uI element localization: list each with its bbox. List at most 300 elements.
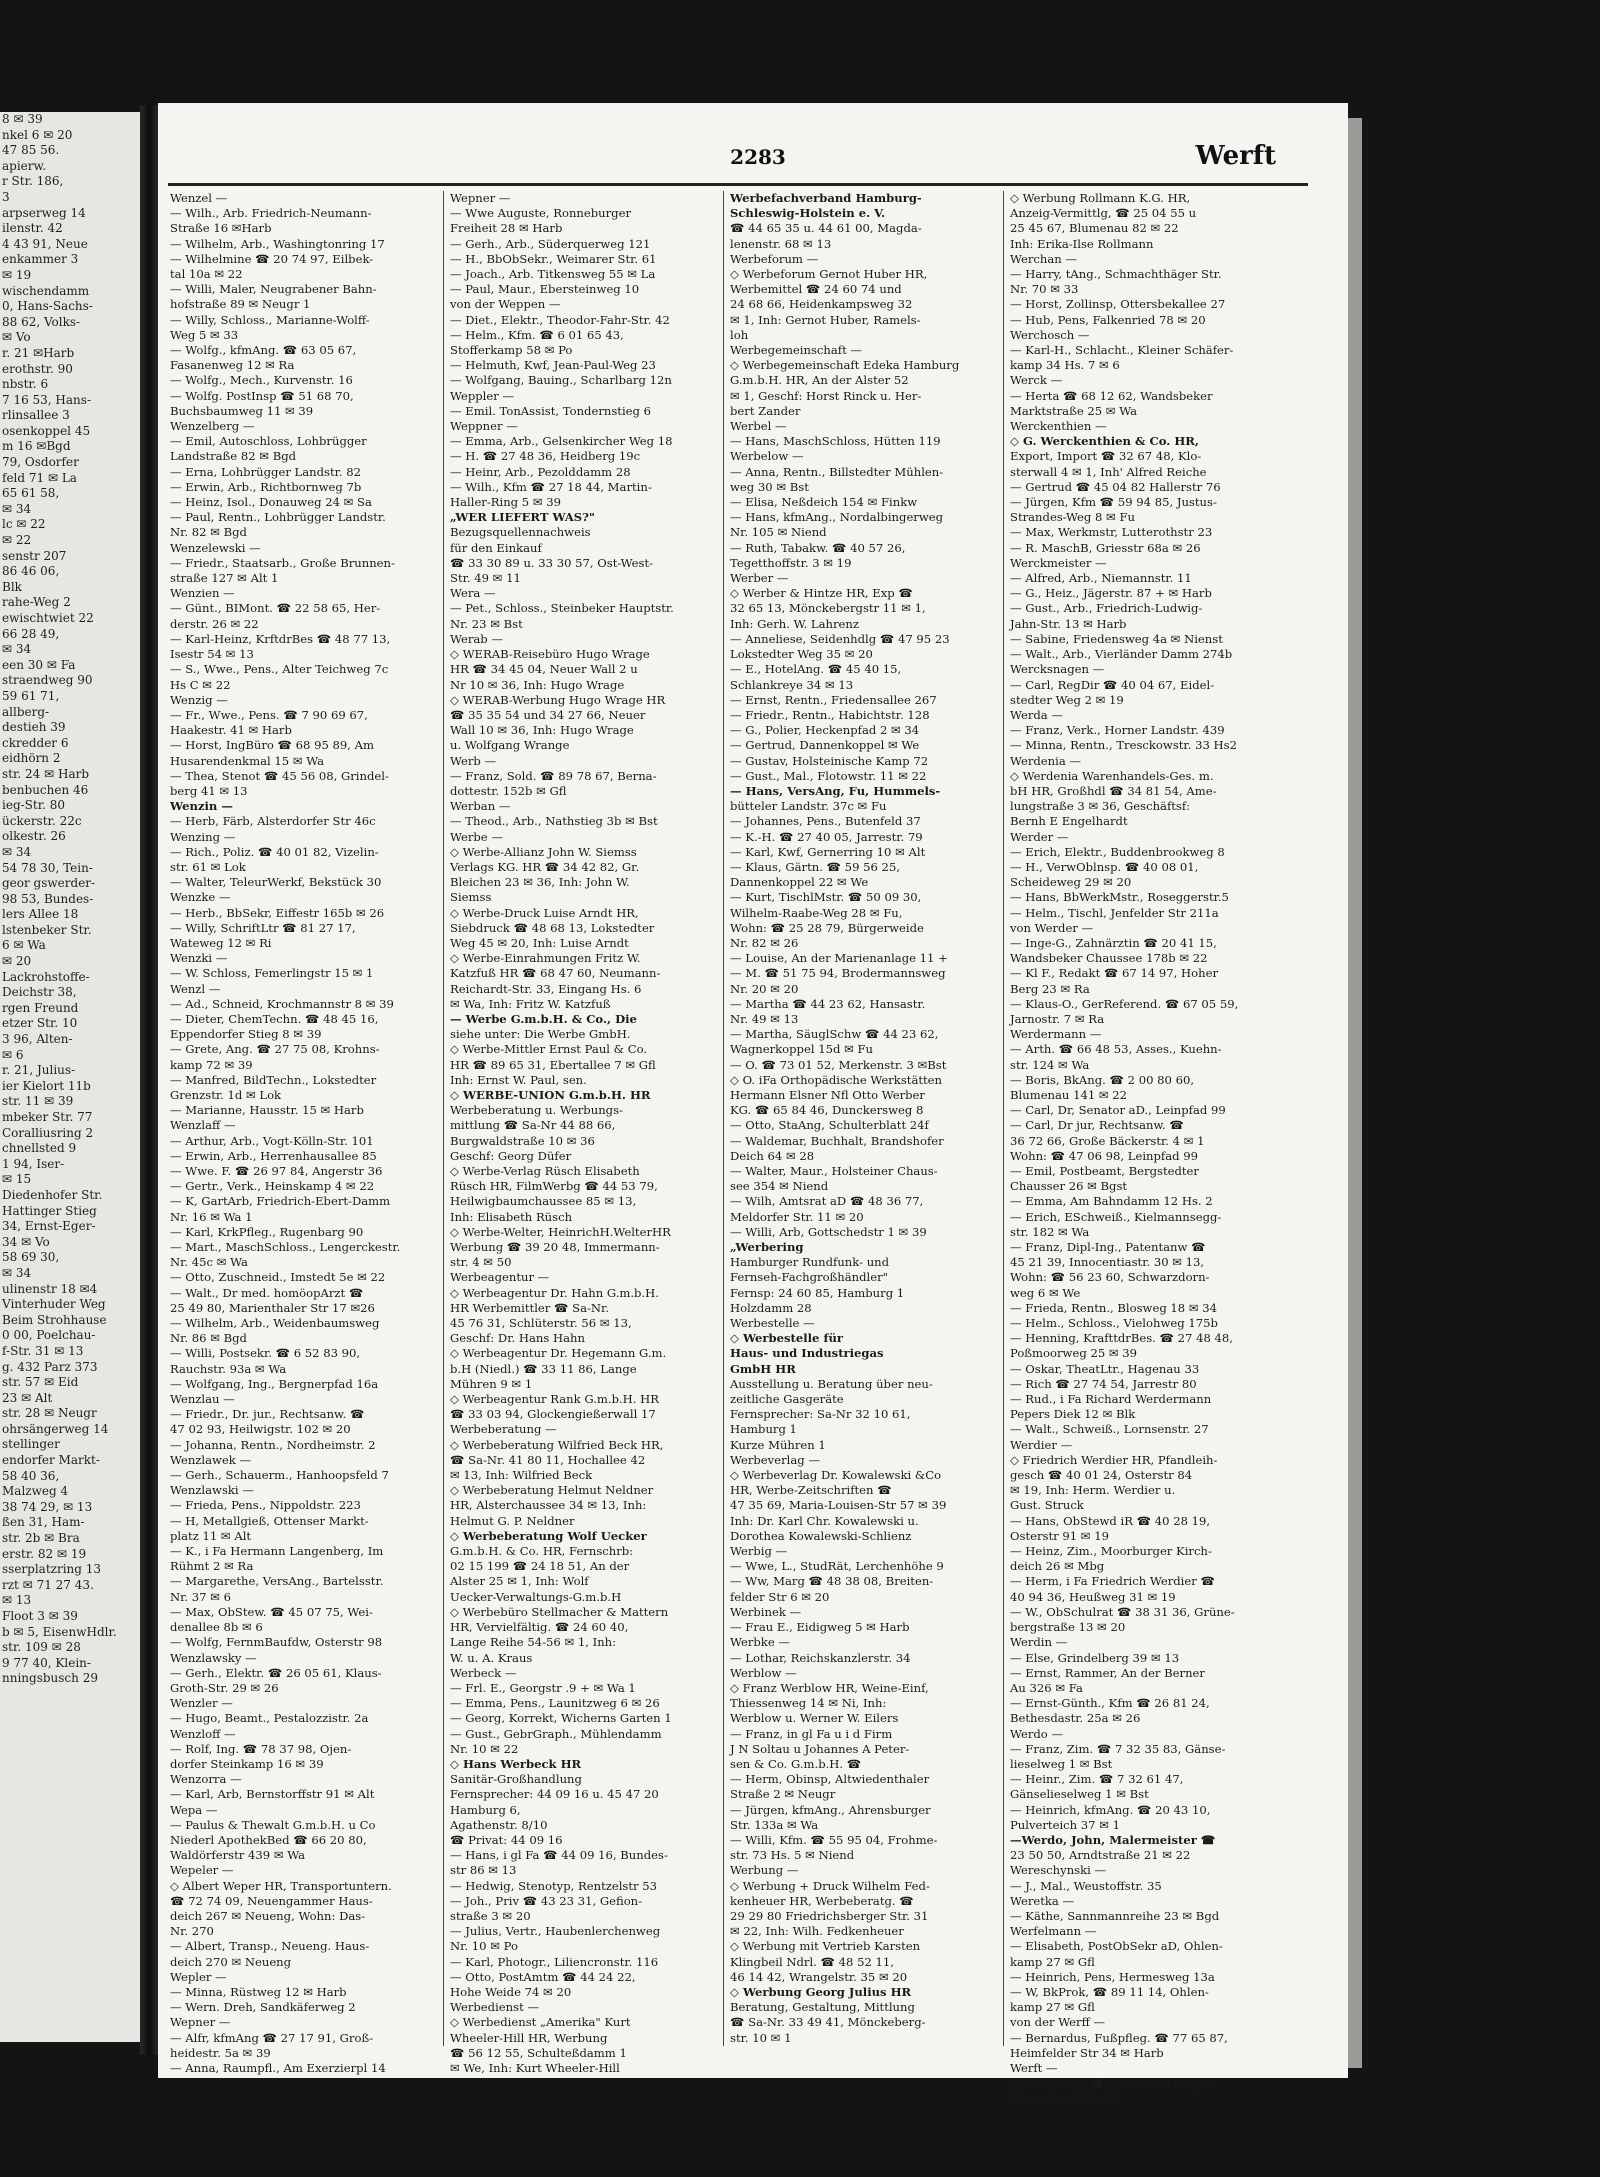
left-page-line: m 16 ✉Bgd	[2, 439, 71, 454]
directory-entry-line: Rauchstr. 93a ✉ Wa	[170, 1361, 287, 1376]
directory-entry-line: ☎ Privat: 44 09 16	[450, 1832, 563, 1847]
directory-entry-line: Hs C ✉ 22	[170, 677, 231, 692]
directory-entry-line: — K, GartArb, Friedrich-Ebert-Damm	[170, 1194, 391, 1209]
directory-entry-line: — Frieda, Pens., Nippoldstr. 223	[170, 1498, 361, 1513]
directory-entry-line: Wateweg 12 ✉ Ri	[170, 935, 272, 950]
left-page-line: 9 77 40, Klein-	[2, 1655, 91, 1670]
directory-entry-line: — Elisa, Neßdeich 154 ✉ Finkw	[730, 495, 918, 510]
directory-entry-line: — Jürgen, Kfm ☎ 59 94 85, Justus-	[1010, 495, 1217, 510]
directory-entry-line: — Hedwig, Stenotyp, Rentzelstr 53	[450, 1878, 657, 1893]
directory-entry-line: 46 14 42, Wrangelstr. 35 ✉ 20	[730, 1969, 908, 1984]
directory-entry-line: — Emma, Arb., Gelsenkircher Weg 18	[450, 434, 673, 449]
directory-entry-line: — Horst, Zollinsp, Ottersbekallee 27	[1010, 297, 1226, 312]
directory-entry-line: — W., ObSchulrat ☎ 38 31 36, Grüne-	[1010, 1604, 1235, 1619]
directory-entry-line: — Karl, KrkPfleg., Rugenbarg 90	[170, 1224, 364, 1239]
directory-entry-line: Wereschynski —	[1010, 1863, 1107, 1878]
left-page-line: Hattinger Stieg	[2, 1203, 97, 1218]
directory-entry-line: kamp 34 Hs. 7 ✉ 6	[1010, 358, 1120, 373]
directory-entry-line: 25 49 80, Marienthaler Str 17 ✉26	[170, 1300, 375, 1315]
directory-entry-line: — Gertr., Verk., Heinskamp 4 ✉ 22	[170, 1179, 375, 1194]
directory-entry-line: — Harry, tAng., Schmachthäger Str.	[1010, 267, 1222, 282]
directory-entry-line: — Frieda, Rentn., Blosweg 18 ✉ 34	[1010, 1300, 1218, 1315]
directory-entry-line: Dannenkoppel 22 ✉ We	[730, 875, 869, 890]
left-page-line: ✉ 15	[2, 1172, 32, 1187]
directory-entry-line: — Max, Werkmstr, Lutterothstr 23	[1010, 525, 1213, 540]
directory-entry-line: Wenzelberg —	[170, 419, 255, 434]
directory-entry-line: Schlankreye 34 ✉ 13	[730, 677, 854, 692]
directory-entry-line: Lokstedter Weg 35 ✉ 20	[730, 647, 873, 662]
directory-entry-line: — Helm., Tischl, Jenfelder Str 211a	[1010, 905, 1219, 920]
left-page-line: nningsbusch 29	[2, 1671, 98, 1686]
directory-entry-line: str. 4 ✉ 50	[450, 1255, 512, 1270]
directory-entry-line: Werbeverlag —	[730, 1452, 820, 1467]
directory-entry-line: — Kurt, TischlMstr. ☎ 50 09 30,	[730, 890, 922, 905]
directory-entry-line: Werckmeister —	[1010, 555, 1107, 570]
directory-entry-line: ◇ WERAB-Reisebüro Hugo Wrage	[450, 647, 650, 662]
directory-entry-line: — Anneliese, Seidenhdlg ☎ 47 95 23	[730, 631, 950, 646]
directory-entry-line: Haus- und Industriegas	[730, 1346, 884, 1361]
directory-entry-line: lieselweg 1 ✉ Bst	[1010, 1756, 1113, 1771]
directory-entry-line: — Walt., Schweiß., Lornsenstr. 27	[1010, 1422, 1209, 1437]
directory-entry-line: — Otto, PostAmtm ☎ 44 24 22,	[450, 1969, 636, 1984]
directory-entry-line: — Waldemar, Buchhalt, Brandshofer	[730, 1133, 944, 1148]
directory-entry-line: — Herm, i Fa Friedrich Werdier ☎	[1010, 1574, 1215, 1589]
left-page-line: ✉ 34	[2, 1265, 32, 1280]
directory-entry-line: Weppler —	[450, 388, 515, 403]
directory-entry-line: — Diet., Elektr., Theodor-Fahr-Str. 42	[450, 312, 670, 327]
directory-entry-line: — Hugo, Beamt., Pestalozzistr. 2a	[170, 1711, 369, 1726]
directory-entry-line: — Hub, Pens, Falkenried 78 ✉ 20	[1010, 312, 1206, 327]
directory-entry-line: — Arth. ☎ 66 48 53, Asses., Kuehn-	[1010, 1042, 1222, 1057]
directory-entry-line: HR Werbemittler ☎ Sa-Nr.	[450, 1300, 609, 1315]
directory-entry-line: — M. ☎ 51 75 94, Brodermannsweg	[730, 966, 946, 981]
left-page-line: olkestr. 26	[2, 829, 66, 844]
directory-entry-line: Deich 64 ✉ 28	[730, 1148, 815, 1163]
directory-entry-line: Werbung —	[730, 1863, 799, 1878]
directory-entry-line: ◇ Werbeverlag Dr. Kowalewski &Co	[730, 1468, 942, 1483]
directory-entry-line: Werck —	[1010, 373, 1063, 388]
directory-entry-line: — Frau E., Eidigweg 5 ✉ Harb	[730, 1620, 910, 1635]
directory-entry-line: Str. 49 ✉ 11	[450, 571, 521, 586]
directory-entry-line: J N Soltau u Johannes A Peter-	[730, 1741, 910, 1756]
directory-entry-line: — Carl, Dr jur, Rechtsanw. ☎	[1010, 1118, 1184, 1133]
directory-entry-line: Wenzler —	[170, 1696, 233, 1711]
directory-entry-line: 36 72 66, Große Bäckerstr. 4 ✉ 1	[1010, 1133, 1205, 1148]
directory-entry-line: — Helm., Kfm. ☎ 6 01 65 43,	[450, 327, 624, 342]
directory-entry-line: — Gerh., Schauerm., Hanhoopsfeld 7	[170, 1468, 389, 1483]
directory-entry-line: heidestr. 5a ✉ 39	[170, 2045, 271, 2060]
left-page-line: 8 ✉ 39	[2, 112, 43, 126]
directory-entry-line: ◇ Werbestelle für	[730, 1331, 843, 1346]
page-number: 2283	[730, 145, 786, 169]
directory-entry-line: Werab —	[450, 631, 503, 646]
directory-entry-line: Weppner —	[450, 419, 518, 434]
left-page-line: b ✉ 5, EisenwHdlr.	[2, 1624, 117, 1639]
left-page-line: r Str. 186,	[2, 174, 64, 189]
directory-entry-line: — Gertrud ☎ 45 04 82 Hallerstr 76	[1010, 479, 1221, 494]
directory-entry-line: Husarendenkmal 15 ✉ Wa	[170, 753, 325, 768]
directory-entry-line: Straße 16 ✉Harb	[170, 221, 272, 236]
directory-entry-line: — Emma, Pens., Launitzweg 6 ✉ 26	[450, 1696, 660, 1711]
directory-entry-line: ◇ Werbe-Einrahmungen Fritz W.	[450, 951, 641, 966]
directory-entry-line: — Wolfg. PostInsp ☎ 51 68 70,	[170, 388, 354, 403]
directory-entry-line: — Thea, Stenot ☎ 45 56 08, Grindel-	[170, 768, 389, 783]
directory-entry-line: HR ☎ 89 65 31, Ebertallee 7 ✉ Gfl	[450, 1057, 656, 1072]
left-page-line: 34, Ernst-Eger-	[2, 1219, 96, 1234]
directory-entry-line: — Sabine, Friedensweg 4a ✉ Nienst	[1010, 631, 1223, 646]
directory-entry-line: denallee 8b ✉ 6	[170, 1620, 263, 1635]
directory-entry-line: — Horst, IngBüro ☎ 68 95 89, Am	[170, 738, 375, 753]
directory-entry-line: straße 3 ✉ 20	[450, 1908, 531, 1923]
directory-entry-line: Strandes-Weg 8 ✉ Fu	[1010, 510, 1135, 525]
left-page-line: ✉ 6	[2, 1047, 24, 1062]
directory-entry-line: ◇ Werbeagentur Dr. Hegemann G.m.	[450, 1346, 667, 1361]
directory-entry-line: Geschf: Dr. Hans Hahn	[450, 1331, 585, 1346]
directory-entry-line: HR, Vervielfältig. ☎ 24 60 40,	[450, 1620, 629, 1635]
directory-entry-line: felder Str 6 ✉ 20	[730, 1589, 830, 1604]
left-page-line: wischendamm	[2, 283, 90, 298]
directory-entry-line: — Martha, SäuglSchw ☎ 44 23 62,	[730, 1027, 939, 1042]
directory-entry-line: — Erwin, Arb., Herrenhausallee 85	[170, 1148, 377, 1163]
directory-entry-line: Werbke —	[730, 1635, 790, 1650]
directory-entry-line: Wohn: ☎ 56 23 60, Schwarzdorn-	[1010, 1270, 1210, 1285]
directory-entry-line: Werdo —	[1010, 1726, 1064, 1741]
directory-entry-line: dorfer Steinkamp 16 ✉ 39	[170, 1756, 324, 1771]
left-page-line: straendweg 90	[2, 673, 93, 688]
directory-entry-line: — O. ☎ 73 01 52, Merkenstr. 3 ✉Bst	[730, 1057, 947, 1072]
directory-entry-line: — Hans, ObStewd iR ☎ 40 28 19,	[1010, 1513, 1211, 1528]
left-page-line: str. 24 ✉ Harb	[2, 766, 90, 781]
directory-entry-line: 02 15 199 ☎ 24 18 51, An der	[450, 1559, 630, 1574]
directory-entry-line: Siebdruck ☎ 48 68 13, Lokstedter	[450, 920, 655, 935]
left-page-line: benbuchen 46	[2, 782, 89, 797]
directory-entry-line: 24 68 66, Heidenkampsweg 32	[730, 297, 913, 312]
directory-entry-line: — Johanna, Rentn., Nordheimstr. 2	[170, 1437, 376, 1452]
directory-entry-line: Eppendorfer Stieg 8 ✉ 39	[170, 1027, 322, 1042]
directory-entry-line: — Bernardus, Fußpfleg. ☎ 77 65 87,	[1010, 2030, 1228, 2045]
directory-entry-line: ☎ 33 30 89 u. 33 30 57, Ost-West-	[450, 555, 654, 570]
directory-entry-line: deich 270 ✉ Neueng	[170, 1954, 292, 1969]
directory-entry-line: ◇ Werbe-Allianz John W. Siemss	[450, 844, 637, 859]
directory-entry-line: Wenzlawsky —	[170, 1650, 257, 1665]
directory-entry-line: — Marianne, Hausstr. 15 ✉ Harb	[170, 1103, 364, 1118]
directory-entry-line: ◇ Werbeforum Gernot Huber HR,	[730, 267, 928, 282]
directory-entry-line: — Emil, Postbeamt, Bergstedter	[1010, 1164, 1199, 1178]
directory-entry-line: Wheeler-Hill HR, Werbung	[450, 2030, 608, 2045]
directory-entry-line: Werbefachverband Hamburg-	[730, 191, 922, 205]
directory-entry-line: Werblow —	[730, 1665, 797, 1680]
directory-entry-line: Export, Import ☎ 32 67 48, Klo-	[1010, 449, 1202, 464]
directory-entry-line: Siemss	[450, 890, 492, 905]
directory-entry-line: Werbestelle —	[730, 1316, 815, 1331]
directory-entry-line: — R. MaschB, Griesstr 68a ✉ 26	[1010, 540, 1201, 555]
directory-entry-line: b.H (Niedl.) ☎ 33 11 86, Lange	[450, 1361, 637, 1376]
left-page-line: 0 00, Poelchau-	[2, 1328, 96, 1343]
left-page-line: lers Allee 18	[2, 907, 79, 922]
directory-entry-line: — Julius, Vertr., Haubenlerchenweg	[450, 1924, 661, 1939]
directory-entry-line: für den Einkauf	[450, 540, 542, 555]
directory-entry-line: — Wolfg., kfmAng. ☎ 63 05 67,	[170, 343, 357, 358]
directory-entry-line: Katzfuß HR ☎ 68 47 60, Neumann-	[450, 966, 661, 981]
directory-entry-line: — Erich, Elektr., Buddenbrookweg 8	[1010, 844, 1225, 859]
directory-entry-line: Nr. 20 ✉ 20	[730, 981, 799, 996]
directory-entry-line: Jarnostr. 7 ✉ Ra	[1010, 1011, 1105, 1026]
left-page-line: r. 21 ✉Harb	[2, 345, 75, 360]
directory-entry-line: ◇ Albert Weper HR, Transportuntern.	[170, 1878, 392, 1893]
book-gutter	[140, 105, 158, 2055]
directory-entry-line: — Hans, kfmAng., Nordalbingerweg	[730, 510, 944, 525]
directory-entry-line: Geschf: Georg Düfer	[450, 1148, 572, 1163]
directory-entry-line: — Wolfgang, Ing., Bergnerpfad 16a	[170, 1376, 379, 1391]
directory-entry-line: bert Zander	[730, 403, 801, 418]
directory-entry-line: — Minna, Rentn., Tresckowstr. 33 Hs2	[1010, 738, 1237, 753]
directory-entry-line: Werfelmann —	[1010, 1924, 1097, 1939]
directory-entry-line: Wenzke —	[170, 890, 231, 905]
directory-entry-line: Inh: Dr. Karl Chr. Kowalewski u.	[730, 1513, 919, 1528]
left-page-line: 0, Hans-Sachs-	[2, 299, 93, 314]
directory-entry-line: — Otto, Zuschneid., Imstedt 5e ✉ 22	[170, 1270, 386, 1285]
directory-entry-line: — Heinz, Isol., Donauweg 24 ✉ Sa	[170, 495, 372, 510]
directory-entry-line: Stofferkamp 58 ✉ Po	[450, 343, 573, 358]
left-page-line: etzer Str. 10	[2, 1016, 78, 1031]
left-page-line: stellinger	[2, 1437, 60, 1452]
directory-entry-line: ◇ Werbung + Druck Wilhelm Fed-	[730, 1878, 930, 1893]
directory-entry-line: — Fr., Wwe., Pens. ☎ 7 90 69 67,	[170, 707, 368, 722]
left-page-line: ✉ 22	[2, 533, 32, 548]
directory-entry-line: Nr. 270	[170, 1924, 214, 1939]
left-page-line: str. 57 ✉ Eid	[2, 1375, 79, 1390]
directory-entry-line: Wepler —	[170, 1969, 227, 1984]
left-page-line: ewischtwiet 22	[2, 611, 94, 625]
directory-page	[158, 103, 1348, 2106]
directory-entry-line: ◇ Werbegemeinschaft Edeka Hamburg	[730, 358, 960, 373]
directory-entry-line: — Erna, Lohbrügger Landstr. 82	[170, 464, 362, 479]
directory-entry-line: — Willi, Maler, Neugrabener Bahn-	[170, 282, 377, 297]
directory-entry-line: — Karl, Photogr., Liliencronstr. 116	[450, 1954, 659, 1969]
left-page-line: ✉ 34	[2, 844, 32, 859]
left-page-line: mbeker Str. 77	[2, 1110, 93, 1124]
directory-entry-line: — Erich, ESchweiß., Kielmannsegg-	[1010, 1209, 1222, 1224]
left-page-line: ßen 31, Ham-	[2, 1515, 85, 1530]
directory-entry-line: — Paulus & Thewalt G.m.b.H. u Co	[170, 1817, 376, 1832]
directory-entry-line: Wepeler —	[170, 1863, 234, 1878]
directory-entry-line: Wenzlau —	[170, 1392, 235, 1407]
directory-entry-line: bütteler Landstr. 37c ✉ Fu	[730, 799, 887, 814]
directory-entry-line: weg 6 ✉ We	[1010, 1285, 1081, 1300]
directory-entry-line: — Friedr., Rentn., Habichtstr. 128	[730, 707, 930, 722]
directory-entry-line: — Ernst-Günth., Kfm ☎ 26 81 24,	[1010, 1696, 1210, 1711]
directory-entry-line: ◇ Werbung Rollmann K.G. HR,	[1010, 191, 1191, 205]
directory-entry-line: platz 11 ✉ Alt	[170, 1528, 252, 1543]
directory-entry-line: — Rolf, Ing. ☎ 78 37 98, Ojen-	[170, 1741, 352, 1756]
directory-entry-line: — Emil. TonAssist, Tondernstieg 6	[450, 403, 651, 418]
directory-column-2	[450, 191, 716, 2075]
left-page-line: allberg-	[2, 704, 50, 719]
left-page-line: str. 11 ✉ 39	[2, 1094, 74, 1109]
directory-entry-line: — Carl, RegDir ☎ 40 04 67, Eidel-	[1010, 677, 1215, 692]
directory-entry-line: G.m.b.H. & Co. HR, Fernschrb:	[450, 1544, 634, 1559]
directory-entry-line: Nr. 10 ✉ 22	[450, 1741, 519, 1756]
directory-column-3	[730, 191, 996, 2051]
directory-entry-line: Nr. 49 ✉ 13	[730, 1011, 799, 1026]
directory-entry-line: Pepers Diek 12 ✉ Blk	[1010, 1407, 1136, 1422]
directory-entry-line: Werbelow —	[730, 449, 804, 464]
directory-entry-line: Sanitär-Großhandlung	[450, 1772, 582, 1787]
left-page-line: str. 2b ✉ Bra	[2, 1531, 80, 1546]
directory-entry-line: Klingbeil Ndrl. ☎ 48 52 11,	[730, 1954, 894, 1969]
directory-entry-line: — Manfred, BildTechn., Lokstedter	[170, 1072, 377, 1087]
directory-entry-line: Gust. Struck	[1010, 1498, 1084, 1513]
directory-entry-line: — Margarethe, VersAng., Bartelsstr.	[170, 1574, 384, 1589]
directory-entry-line: Poßmoorweg 25 ✉ 39	[1010, 1346, 1138, 1361]
left-page-line: f-Str. 31 ✉ 13	[2, 1343, 84, 1358]
directory-entry-line: — Jürgen, kfmAng., Ahrensburger	[730, 1802, 931, 1817]
directory-entry-line: ◇ Werber & Hintze HR, Exp ☎	[730, 586, 913, 601]
directory-entry-line: — Wilh, Amtsrat aD ☎ 48 36 77,	[730, 1194, 924, 1209]
directory-entry-line: — Wolfgang, Bauing., Scharlbarg 12n	[450, 373, 672, 388]
directory-entry-line: ◇ Werbe-Verlag Rüsch Elisabeth	[450, 1164, 640, 1178]
left-page-line: ieg-Str. 80	[2, 798, 66, 813]
left-page-line: ulinenstr 18 ✉4	[2, 1281, 98, 1296]
directory-entry-line: Marktstraße 25 ✉ Wa	[1010, 403, 1138, 418]
directory-entry-line: ◇ Werbeagentur Dr. Hahn G.m.b.H.	[450, 1285, 659, 1300]
directory-entry-line: Schleswig-Holstein e. V.	[730, 206, 886, 221]
directory-entry-line: Pulverteich 37 ✉ 1	[1010, 1817, 1121, 1832]
left-page-line: Diedenhofer Str.	[2, 1187, 103, 1202]
directory-entry-line: — Wolfg, FernmBaufdw, Osterstr 98	[170, 1635, 383, 1650]
left-page-line: arpserweg 14	[2, 205, 86, 220]
directory-entry-line: Fernsprecher: Sa-Nr 32 10 61,	[730, 1407, 911, 1422]
directory-entry-line: Straße 2 ✉ Neugr	[730, 1787, 836, 1802]
directory-entry-line: 32 65 13, Mönckebergstr 11 ✉ 1,	[730, 601, 926, 616]
directory-entry-line: — Alfr, kfmAng ☎ 27 17 91, Groß-	[170, 2030, 374, 2045]
left-page-line: Floot 3 ✉ 39	[2, 1609, 78, 1623]
left-page-line: osenkoppel 45	[2, 423, 91, 438]
directory-entry-line: Wenzel —	[170, 191, 228, 205]
directory-entry-line: — Willi, Postsekr. ☎ 6 52 83 90,	[170, 1346, 361, 1361]
left-page-line: erstr. 82 ✉ 19	[2, 1546, 87, 1561]
left-page-line: lc ✉ 22	[2, 517, 46, 532]
directory-entry-line: Wandsbeker Chaussee 178b ✉ 22	[1010, 951, 1208, 966]
directory-entry-line: — Johannes, Pens., Butenfeld 37	[730, 814, 921, 829]
directory-entry-line: Haller-Ring 5 ✉ 39	[450, 495, 561, 510]
directory-entry-line: Agathenstr. 8/10	[450, 1817, 548, 1832]
directory-entry-line: Hamburg 1	[730, 1422, 797, 1437]
directory-entry-line: ◇ Werbe-Druck Luise Arndt HR,	[450, 905, 639, 920]
left-page-line: 47 85 56.	[2, 143, 60, 158]
directory-entry-line: — Ernst, Rammer, An der Berner	[1010, 1665, 1205, 1680]
directory-entry-line: Wenzelewski —	[170, 540, 261, 555]
directory-entry-line: 45 76 31, Schlüterstr. 56 ✉ 13,	[450, 1316, 632, 1331]
directory-entry-line: — Inge-G., Zahnärztin ☎ 20 41 15,	[1010, 935, 1217, 950]
directory-entry-line: — Klaus-O., GerReferend. ☎ 67 05 59,	[1010, 996, 1239, 1011]
directory-entry-line: Inh: Ernst W. Paul, sen.	[450, 1072, 587, 1087]
directory-entry-line: Thiessenweg 14 ✉ Ni, Inh:	[730, 1696, 887, 1711]
left-page-line: Beim Strohhause	[2, 1312, 107, 1327]
directory-entry-line: — Wilh., Kfm ☎ 27 18 44, Martin-	[450, 479, 652, 494]
directory-entry-line: — Paul, Rentn., Lohbrügger Landstr.	[170, 510, 386, 525]
left-page-line: Lackrohstoffe-	[2, 969, 90, 984]
directory-entry-line: Werdin —	[1010, 1635, 1068, 1650]
directory-entry-line: — Günt., BIMont. ☎ 22 58 65, Her-	[170, 601, 381, 616]
directory-entry-line: — Gust., Arb., Friedrich-Ludwig-	[1010, 601, 1203, 616]
directory-entry-line: — Heinrich, kfmAng. ☎ 20 43 10,	[1010, 1802, 1211, 1817]
directory-entry-line: Nr. 23 ✉ Bst	[450, 616, 523, 631]
left-page-line: 6 ✉ Wa	[2, 938, 46, 953]
directory-entry-line: gesch ☎ 40 01 24, Osterstr 84	[1010, 1468, 1193, 1483]
directory-entry-line: str 86 ✉ 13	[450, 1863, 517, 1878]
directory-entry-line: 23 50 50, Arndtstraße 21 ✉ 22	[1010, 1848, 1191, 1863]
left-page-line: 86 46 06,	[2, 564, 60, 579]
directory-entry-line: 29 29 80 Friedrichsberger Str. 31	[730, 1908, 929, 1923]
directory-entry-line: ◇ WERBE-UNION G.m.b.H. HR	[450, 1087, 651, 1102]
directory-entry-line: — Wern. Dreh, Sandkäferweg 2	[170, 2000, 356, 2015]
directory-entry-line: — Friedr., Staatsarb., Große Brunnen-	[170, 555, 395, 570]
left-page-line: 3 96, Alten-	[2, 1032, 73, 1047]
left-page-line: ✉ 34	[2, 642, 32, 657]
left-page-line: 58 40 36,	[2, 1468, 60, 1483]
directory-entry-line: see 354 ✉ Niend	[730, 1179, 829, 1194]
directory-entry-line: ◇ Werbe-Mittler Ernst Paul & Co.	[450, 1042, 648, 1057]
directory-entry-line: loh	[730, 327, 749, 342]
left-page-line: rlinsallee 3	[2, 408, 70, 423]
directory-entry-line: — Wwe, L., StudRät, Lerchenhöhe 9	[730, 1559, 944, 1574]
directory-entry-line: Werdier —	[1010, 1437, 1073, 1452]
directory-entry-line: Werbinek —	[730, 1604, 802, 1619]
directory-entry-line: KG. ☎ 65 84 46, Dunckersweg 8	[730, 1103, 924, 1118]
directory-entry-line: — Willi, Arb, Gottschedstr 1 ✉ 39	[730, 1224, 927, 1239]
directory-entry-line: — Wilhelm, Arb., Washingtonring 17	[170, 236, 385, 251]
directory-entry-line: Werbemittel ☎ 24 60 74 und	[730, 282, 902, 297]
directory-entry-line: Werbeagentur —	[450, 1270, 550, 1285]
directory-entry-line: Werbeck —	[450, 1665, 517, 1680]
directory-entry-line: weg 30 ✉ Bst	[730, 479, 809, 494]
directory-entry-line: — Heinr, Arb., Pezolddamm 28	[450, 464, 631, 479]
left-page-line: ohrsängerweg 14	[2, 1421, 109, 1436]
directory-entry-line: — Heinz, Zim., Moorburger Kirch-	[1010, 1544, 1212, 1559]
directory-entry-line: Fernsp: 24 60 85, Hamburg 1	[730, 1285, 905, 1300]
directory-entry-line: ◇ Werbeberatung Wilfried Beck HR,	[450, 1437, 664, 1452]
directory-entry-line: 47 35 69, Maria-Louisen-Str 57 ✉ 39	[730, 1498, 947, 1513]
left-page-line: rzt ✉ 71 27 43.	[2, 1577, 94, 1592]
left-page-line: senstr 207	[2, 548, 67, 563]
directory-entry-line: Helmut G. P. Neldner	[450, 1513, 575, 1528]
column-rule	[1003, 191, 1004, 2046]
directory-entry-line: — Albert, Transp., Neueng. Haus-	[170, 1939, 370, 1954]
directory-entry-line: lungstraße 3 ✉ 36, Geschäftsf:	[1010, 799, 1191, 814]
left-page-line: rgen Freund	[2, 1000, 79, 1015]
directory-entry-line: — Anna, Rentn., Billstedter Mühlen-	[730, 464, 944, 479]
directory-entry-line: Werft —	[1010, 2060, 1058, 2075]
left-page-line: geor gswerder-	[2, 876, 96, 891]
directory-entry-line: — H., VerwOblnsp. ☎ 40 08 01,	[1010, 859, 1199, 874]
directory-entry-line: Wagnerkoppel 15d ✉ Fu	[730, 1042, 873, 1057]
left-page-line: 79, Osdorfer	[2, 455, 79, 470]
directory-entry-line: bergstraße 13 ✉ 20	[1010, 1620, 1126, 1635]
directory-entry-line: — Arthur, Arb., Vogt-Kölln-Str. 101	[170, 1133, 374, 1148]
left-page-line: 34 ✉ Vo	[2, 1234, 50, 1249]
left-page-line: ✉ 13	[2, 1593, 32, 1608]
left-page-line: enkammer 3	[2, 252, 79, 267]
directory-entry-line: — Henning, KrafttdrBes. ☎ 27 48 48,	[1010, 1331, 1233, 1346]
directory-entry-line: Reichardt-Str. 33, Eingang Hs. 6	[450, 981, 642, 996]
directory-entry-line: — Gustav, Holsteinische Kamp 72	[730, 753, 929, 768]
left-page-line: 3	[2, 189, 10, 204]
directory-entry-line: — Franz, in gl Fa u i d Firm	[730, 1726, 893, 1741]
left-page-line: lstenbeker Str.	[2, 922, 92, 937]
directory-entry-line: Wilhelm-Raabe-Weg 28 ✉ Fu,	[730, 905, 903, 920]
directory-entry-line: Heimfelder Str 34 ✉ Harb	[1010, 2045, 1164, 2060]
